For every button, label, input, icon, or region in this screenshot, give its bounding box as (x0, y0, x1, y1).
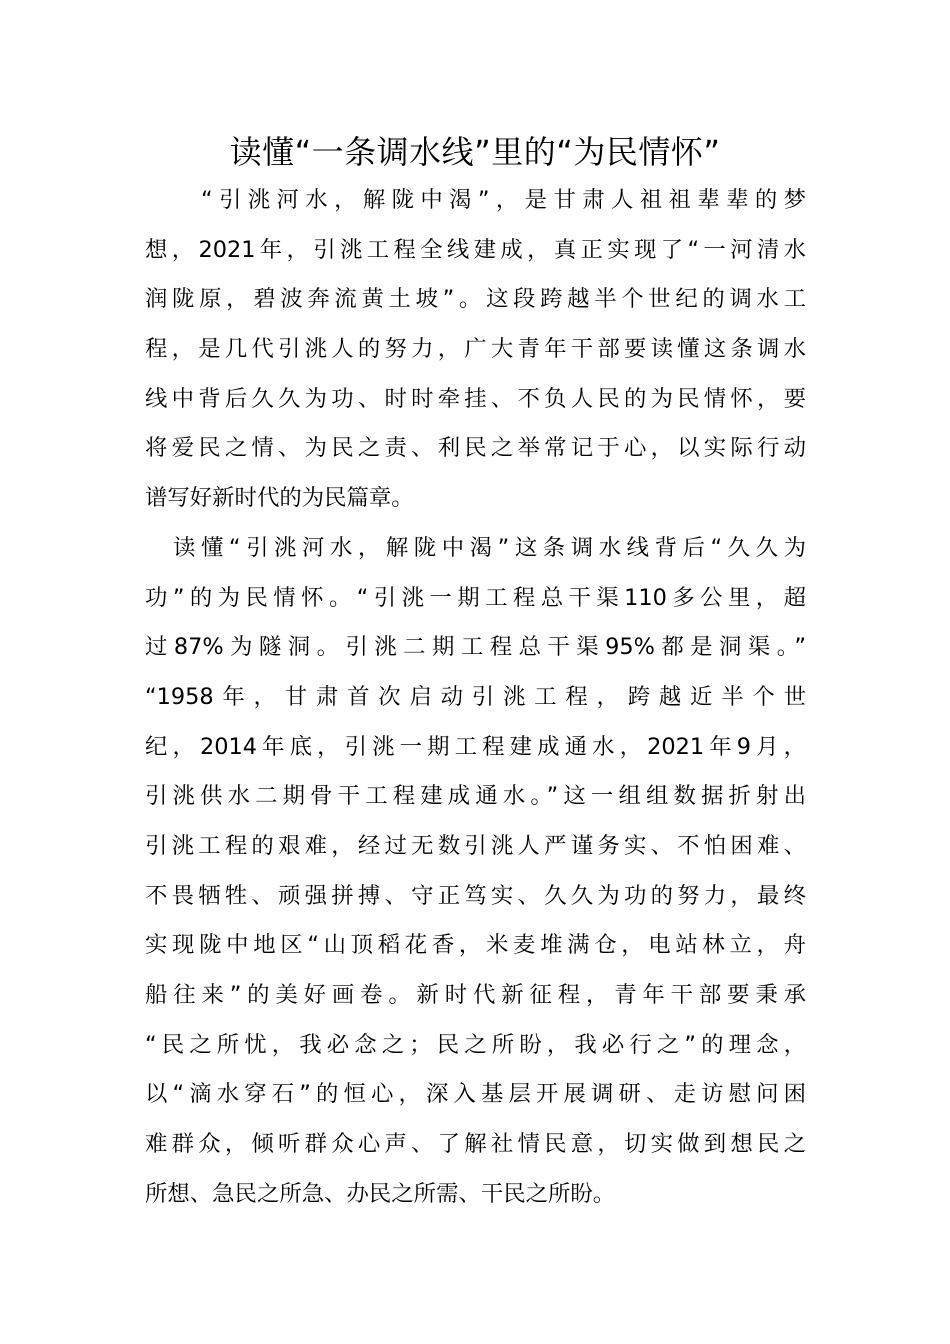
text-line: 难群众，倾听群众心声、了解社情民意，切实做到想民之 (145, 1131, 806, 1158)
document-title: 读懂“一条调水线”里的“为民情怀” (229, 133, 721, 171)
text-line: 线中背后久久为功、时时牵挂、不负人民的为民情怀，要 (145, 385, 806, 412)
text-line: 功”的为民情怀。“引洮一期工程总干渠110多公里，超 (145, 584, 806, 611)
text-line: 将爱民之情、为民之责、利民之举常记于心，以实际行动 (145, 435, 806, 462)
text-line: 读懂“引洮河水，解陇中渴”这条调水线背后“久久为 (173, 534, 806, 561)
text-line: “引洮河水，解陇中渴”，是甘肃人祖祖辈辈的梦 (201, 187, 806, 213)
text-line: 以“滴水穿石”的恒心，深入基层开展调研、走访慰问困 (145, 1081, 806, 1108)
text-line: 不畏牺牲、顽强拼搏、守正笃实、久久为功的努力，最终 (145, 882, 806, 909)
text-line: 纪，2014年底，引洮一期工程建成通水，2021年9月， (145, 733, 806, 760)
text-line: 实现陇中地区“山顶稻花香，米麦堆满仓，电站林立，舟 (145, 932, 806, 959)
document-body (145, 176, 806, 1219)
text-line: 谱写好新时代的为民篇章。 (145, 485, 414, 512)
paragraph-1 (145, 176, 806, 524)
text-line: 想，2021年，引洮工程全线建成，真正实现了“一河清水 (145, 236, 806, 263)
text-line: “民之所忧，我必念之；民之所盼，我必行之”的理念， (145, 1031, 806, 1058)
text-line: 润陇原，碧波奔流黄土坡”。这段跨越半个世纪的调水工 (145, 286, 806, 313)
text-line: 过87%为隧洞。引洮二期工程总干渠95%都是洞渠。” (145, 634, 806, 661)
text-line: 船往来”的美好画卷。新时代新征程，青年干部要秉承 (145, 982, 806, 1008)
text-line: “1958年，甘肃首次启动引洮工程，跨越近半个世 (145, 683, 806, 710)
text-line: 所想、急民之所急、办民之所需、干民之所盼。 (145, 1180, 616, 1207)
text-line: 引洮工程的艰难，经过无数引洮人严谨务实、不怕困难、 (145, 832, 806, 859)
paragraph-2 (145, 524, 806, 1220)
text-line: 程，是几代引洮人的努力，广大青年干部要读懂这条调水 (145, 336, 806, 363)
text-line: 引洮供水二期骨干工程建成通水。”这一组组数据折射出 (145, 783, 806, 810)
